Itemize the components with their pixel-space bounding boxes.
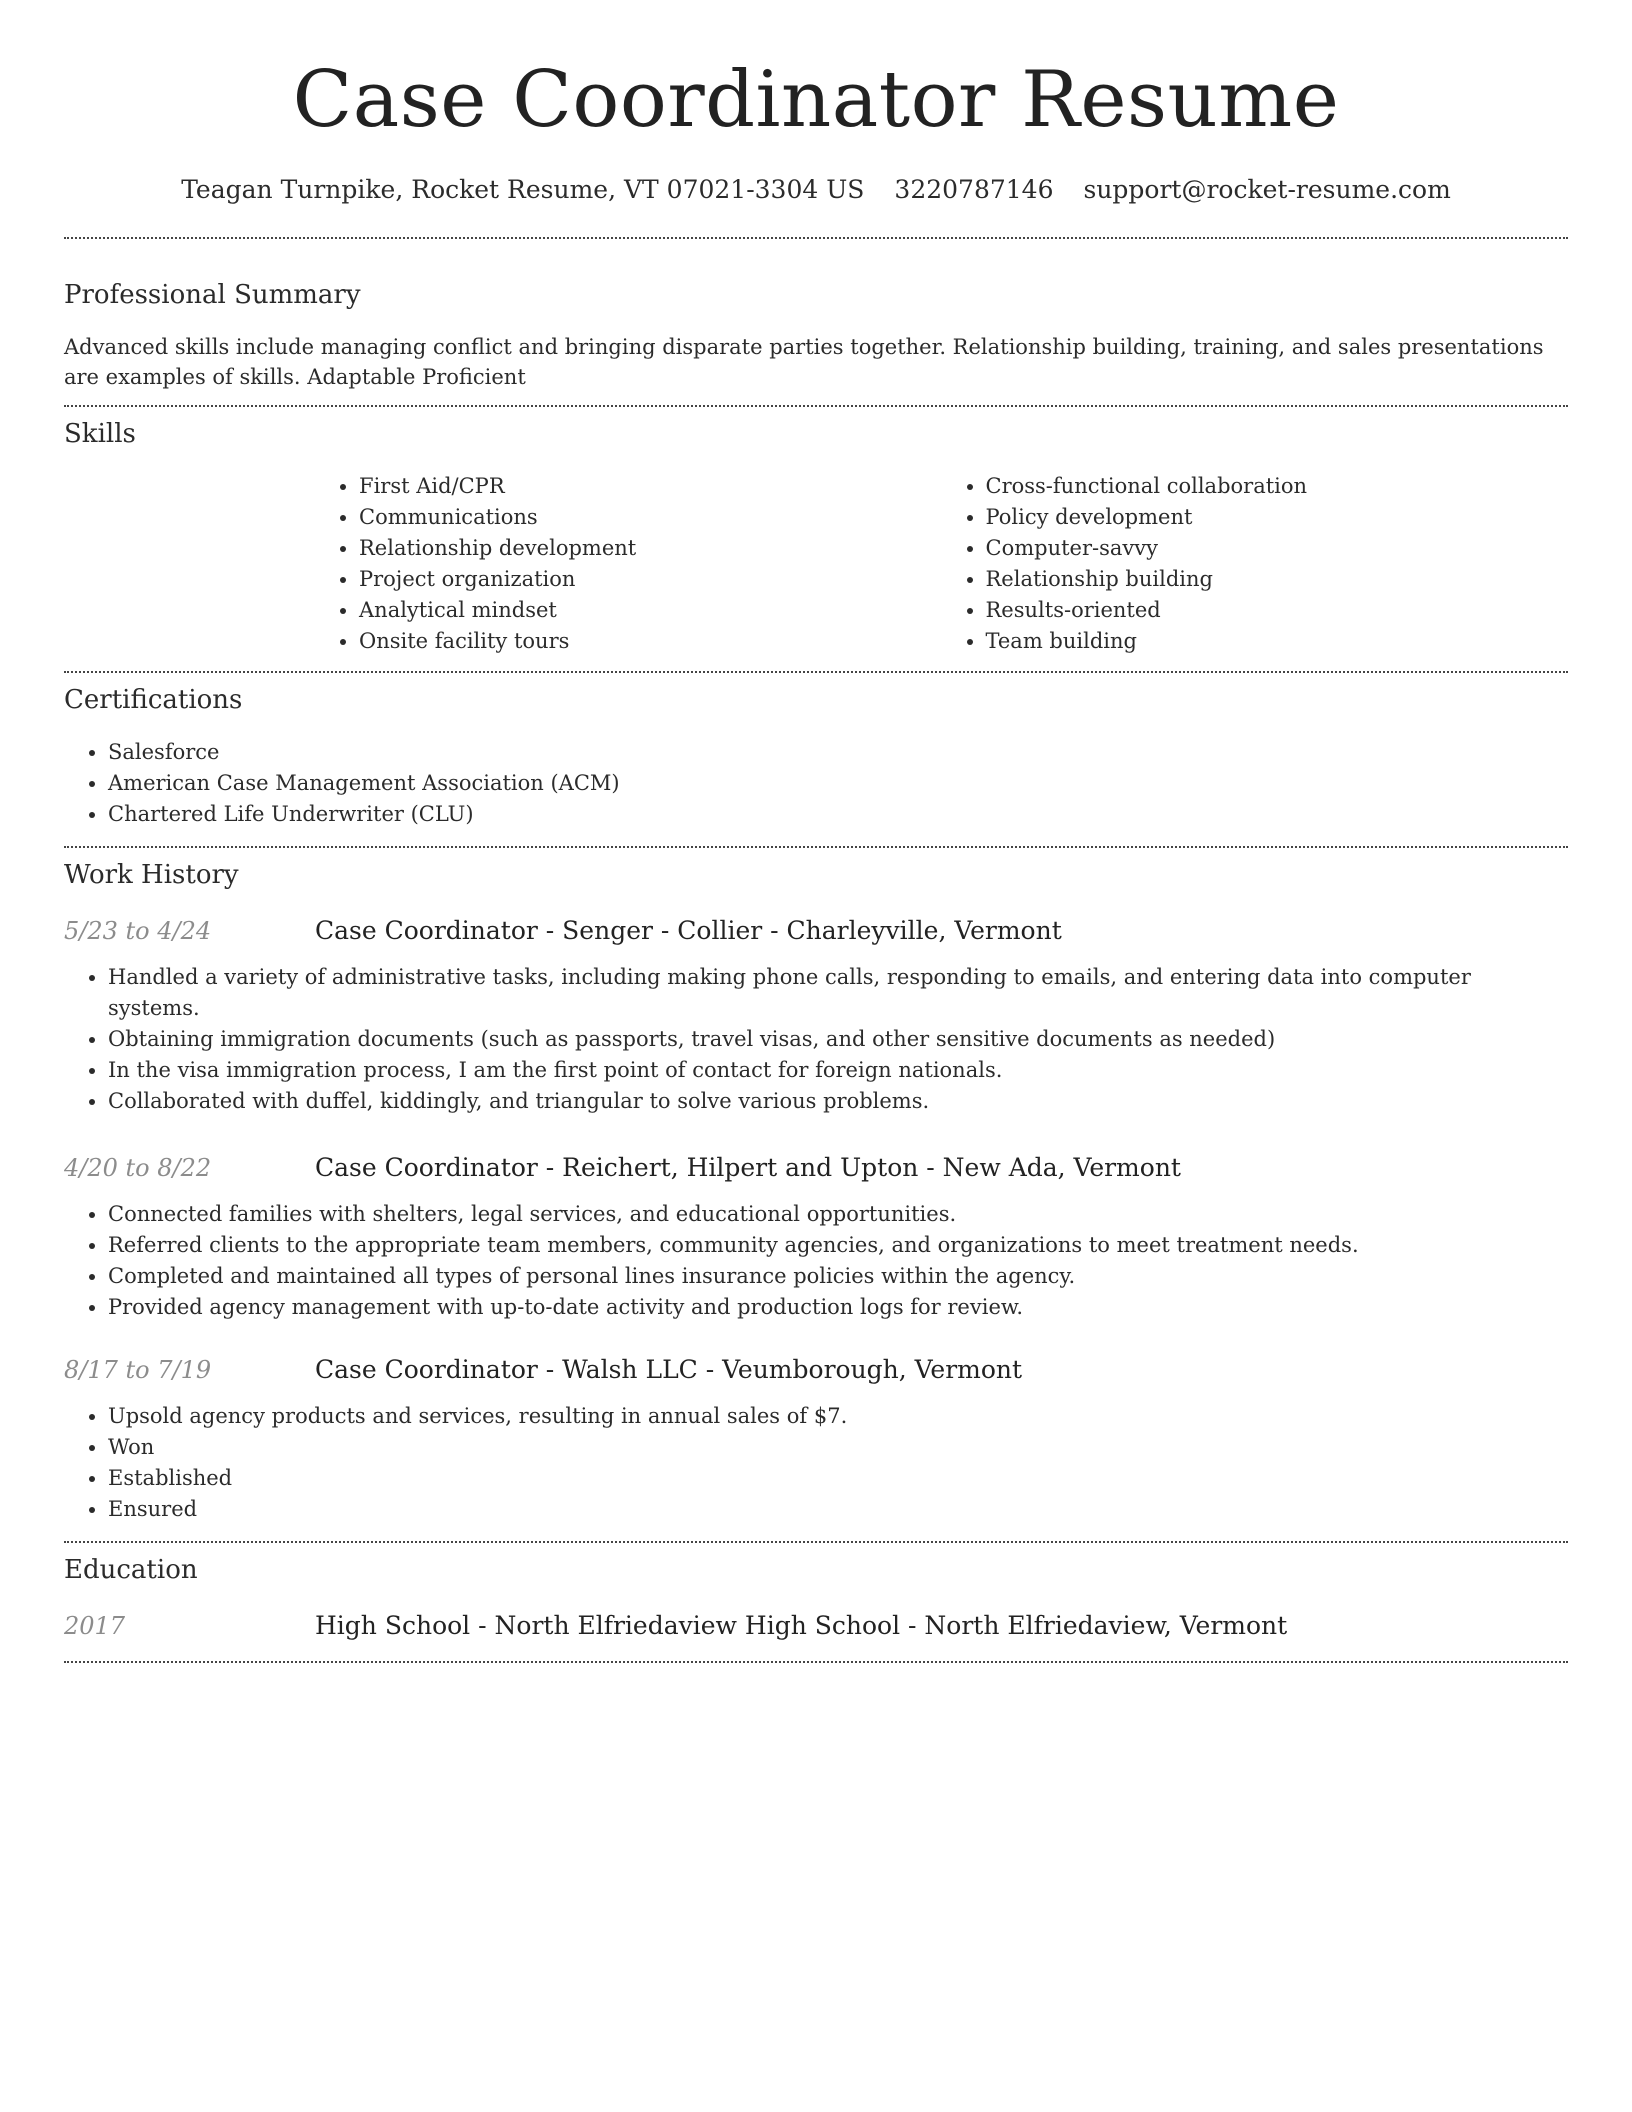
job-header (64, 1151, 1568, 1185)
job-bullet: • Obtaining immigration documents (such as passports, travel visas, and other sensitive documents as needed) (108, 1024, 1568, 1055)
certification-item: • Chartered Life Underwriter (CLU) (108, 799, 1568, 830)
job-bullet: • Won (108, 1432, 1568, 1463)
certification-item: • Salesforce (108, 737, 1568, 768)
contact-line (64, 172, 1568, 208)
job-header (64, 1353, 1568, 1387)
contact-phone: 3220787146 (894, 175, 1054, 204)
section-heading-education: Education (64, 1555, 198, 1585)
job-bullet: • Upsold agency products and services, resulting in annual sales of $7. (108, 1401, 1568, 1432)
job-bullets (64, 1401, 1568, 1525)
education-section (64, 1553, 1568, 1643)
job-dates: 8/17 to 7/19 (64, 1356, 212, 1384)
skill-item: • Relationship development (359, 533, 942, 564)
skill-item: • Computer-savvy (986, 533, 1569, 564)
job-bullet: • Referred clients to the appropriate team members, community agencies, and organizations to meet treatment needs. (108, 1230, 1568, 1261)
resume-title: Case Coordinator Resume (292, 55, 1340, 145)
job-title: Case Coordinator - Walsh LLC - Veumborough, Vermont (315, 1355, 1023, 1384)
job-bullet: • Handled a variety of administrative tasks, including making phone calls, responding to emails, and entering data into computer systems. (108, 962, 1568, 1024)
section-heading-work-history: Work History (64, 860, 239, 890)
skill-item: • Cross-functional collaboration (986, 471, 1569, 502)
job-entry (64, 1151, 1568, 1323)
job-header (64, 914, 1568, 948)
job-bullet: • Collaborated with duffel, kiddingly, and triangular to solve various problems. (108, 1086, 1568, 1117)
skills-list-right (942, 471, 1569, 657)
certifications-section (64, 683, 1568, 830)
job-dates: 5/23 to 4/24 (64, 917, 212, 945)
certifications-list (64, 737, 1568, 830)
section-heading-summary: Professional Summary (64, 280, 361, 310)
job-bullet: • Provided agency management with up-to-date activity and production logs for review. (108, 1292, 1568, 1323)
skill-item: • Analytical mindset (359, 595, 942, 626)
job-bullet: • Connected families with shelters, legal services, and educational opportunities. (108, 1199, 1568, 1230)
job-dates: 4/20 to 8/22 (64, 1154, 212, 1182)
divider (64, 1661, 1568, 1663)
job-title: Case Coordinator - Reichert, Hilpert and Upton - New Ada, Vermont (315, 1153, 1181, 1182)
skill-item: • First Aid/CPR (359, 471, 942, 502)
skill-item: • Project organization (359, 564, 942, 595)
job-bullet: • In the visa immigration process, I am the first point of contact for foreign nationals. (108, 1055, 1568, 1086)
job-bullets (64, 1199, 1568, 1323)
skill-item: • Policy development (986, 502, 1569, 533)
job-entry (64, 914, 1568, 1117)
skills-grid (315, 471, 1568, 657)
education-year: 2017 (64, 1612, 126, 1640)
job-bullets (64, 962, 1568, 1117)
contact-address: Teagan Turnpike, Rocket Resume, VT 07021-3304 US (181, 175, 865, 204)
certification-item: • American Case Management Association (ACM) (108, 768, 1568, 799)
summary-text: Advanced skills include managing conflict and bringing disparate parties together. Relationship building, training, and sales presentations are examples of skills. Adaptable Proficient (64, 335, 1544, 389)
skill-item: • Team building (986, 626, 1569, 657)
job-entry (64, 1353, 1568, 1525)
job-title: Case Coordinator - Senger - Collier - Charleyville, Vermont (315, 916, 1062, 945)
job-bullet: • Ensured (108, 1494, 1568, 1525)
section-heading-certifications: Certifications (64, 685, 243, 715)
education-entry (64, 1609, 1568, 1643)
contact-email: support@rocket-resume.com (1083, 175, 1451, 204)
skill-item: • Relationship building (986, 564, 1569, 595)
skill-item: • Communications (359, 502, 942, 533)
divider (64, 405, 1568, 407)
resume-page (64, 0, 1568, 1663)
divider (64, 671, 1568, 673)
skill-item: • Onsite facility tours (359, 626, 942, 657)
job-bullet: • Completed and maintained all types of personal lines insurance policies within the agency. (108, 1261, 1568, 1292)
education-title: High School - North Elfriedaview High School - North Elfriedaview, Vermont (315, 1611, 1288, 1640)
skill-item: • Results-oriented (986, 595, 1569, 626)
divider (64, 1541, 1568, 1543)
job-bullet: • Established (108, 1463, 1568, 1494)
section-heading-skills: Skills (64, 419, 136, 449)
summary-section (64, 278, 1568, 392)
divider (64, 846, 1568, 848)
skills-list-left (315, 471, 942, 657)
work-history-section (64, 858, 1568, 1525)
divider (64, 237, 1568, 239)
skills-section (64, 417, 1568, 657)
